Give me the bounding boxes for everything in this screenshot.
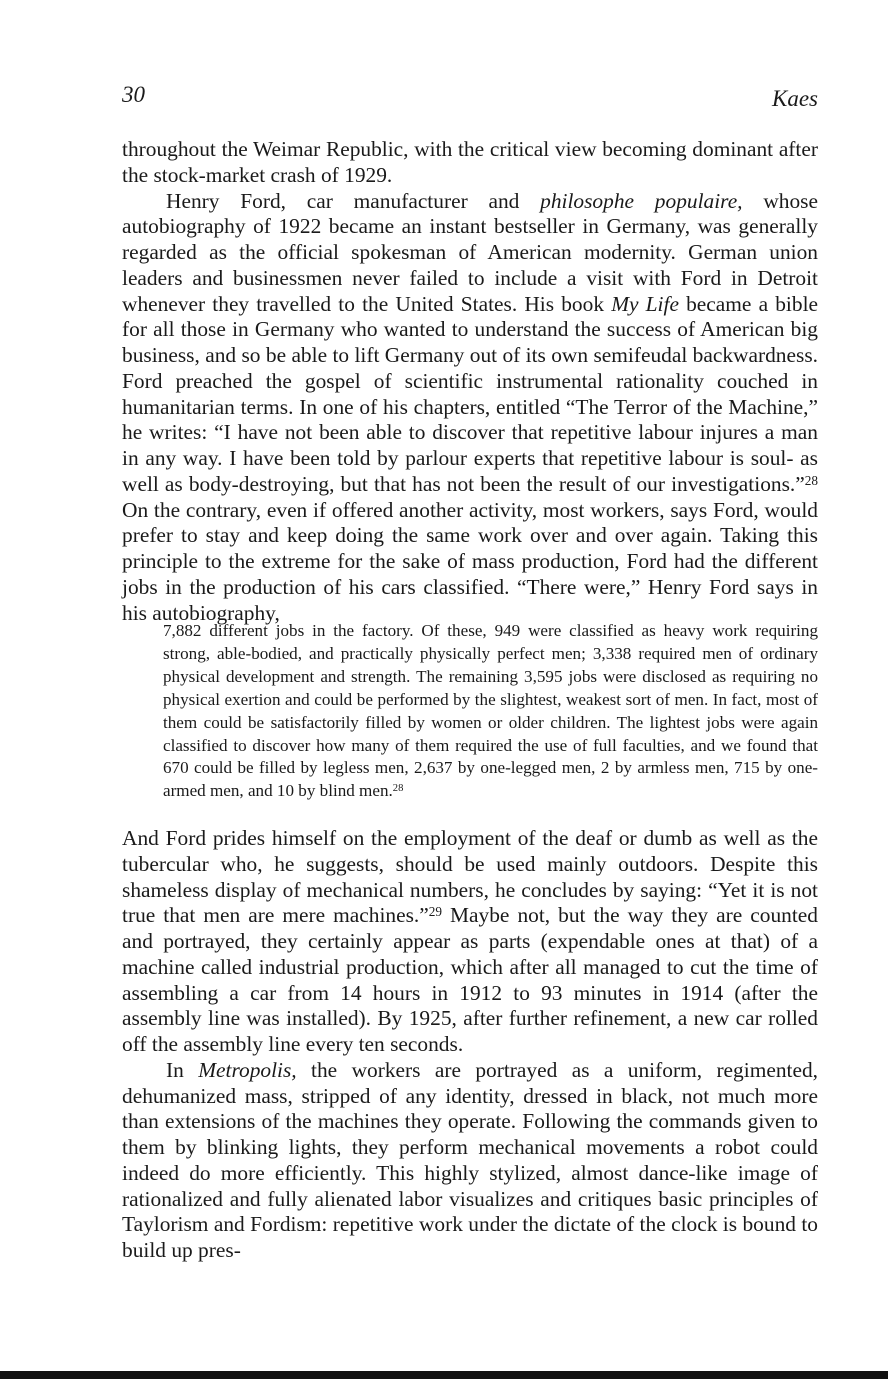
block-quote: 7,882 different jobs in the factory. Of these, 949 were classified as heavy work requiring strong, able-bodied, and practically physically perfect men; 3,338 required men of ordinary physical development and strength. The remaining 3,595 jobs were disclosed as requiring no physical exertion and could be performed by the slightest, weakest sort of men. In fact, most of them could be satisfactorily filled by women or older children. The lightest jobs were again classified to discover how many of them required the use of full faculties, and we found that 670 could be filled by legless men, 2,637 by one-legged men, 2 by armless men, 715 by one-armed men, and 10 by blind men.$^{28}$ bbox=[163, 621, 818, 801]
footnote-ref: 29 bbox=[428, 904, 442, 920]
book-title: My Life bbox=[611, 291, 679, 316]
footnote-ref: 28 bbox=[804, 472, 818, 488]
paragraph: throughout the Weimar Republic, with the critical view becoming dominant after the stock-market crash of 1929. bbox=[122, 137, 818, 187]
film-title: Metropolis, bbox=[198, 1057, 297, 1082]
page-number: 30 bbox=[122, 82, 145, 107]
italic-term: philosophe populaire, bbox=[540, 188, 743, 213]
body-text-top bbox=[122, 137, 818, 626]
running-head: Kaes bbox=[772, 86, 818, 111]
paragraph: And Ford prides himself on the employment of the deaf or dumb as well as the tubercular who, he suggests, should be used mainly outdoors. Despite this shameless display of mechanical numbers, he concludes by saying: “Yet it is not true that men are mere machines.”$^{29}$ Maybe not, but the way they are counted and portrayed, they certainly appear as parts (expendable ones at that) of a machine called industrial production, which after all managed to cut the time of assembling a car from 14 hours in 1912 to 93 minutes in 1914 (after the assembly line was installed). By 1925, after further refinement, a new car rolled off the assembly line every ten seconds. bbox=[122, 826, 818, 1056]
paragraph: Henry Ford, car manufacturer and philosophe populaire, whose autobiography of 1922 became an instant bestseller in Germany, was generally regarded as the official spokesman of American modernity. German union leaders and businessmen never failed to include a visit with Ford in Detroit whenever they travelled to the United States. His book My Life became a bible for all those in Germany who wanted to understand the success of American big business, and so be able to lift Germany out of its own semifeudal backwardness. Ford preached the gospel of scientific instrumental rationality couched in humanitarian terms. In one of his chapters, entitled “The Terror of the Machine,” he writes: “I have not been able to discover that repetitive labour injures a man in any way. I have been told by parlour experts that repetitive labour is soul- as well as body-destroying, but that has not been the result of our investigations.”$^{28}$ On the contrary, even if offered another activity, most workers, says Ford, would prefer to stay and keep doing the same work over and over again. Taking this principle to the extreme for the sake of mass production, Ford had the different jobs in the production of his cars classified. “There were,” Henry Ford says in his autobiography, bbox=[122, 188, 819, 625]
footnote-ref: 28 bbox=[392, 783, 404, 795]
page-bottom-edge bbox=[0, 1371, 888, 1379]
paragraph: In Metropolis, the workers are portrayed as a uniform, regimented, dehumanized mass, stripped of any identity, dressed in black, not much more than extensions of the machines they operate. Following the commands given to them by blinking lights, they perform mechanical movements a robot could indeed do more efficiently. This highly stylized, almost dance-like image of rationalized and fully alienated labor visualizes and critiques basic principles of Taylorism and Fordism: repetitive work under the dictate of the clock is bound to build up pres- bbox=[122, 1057, 819, 1262]
body-text-bottom bbox=[122, 826, 818, 1264]
